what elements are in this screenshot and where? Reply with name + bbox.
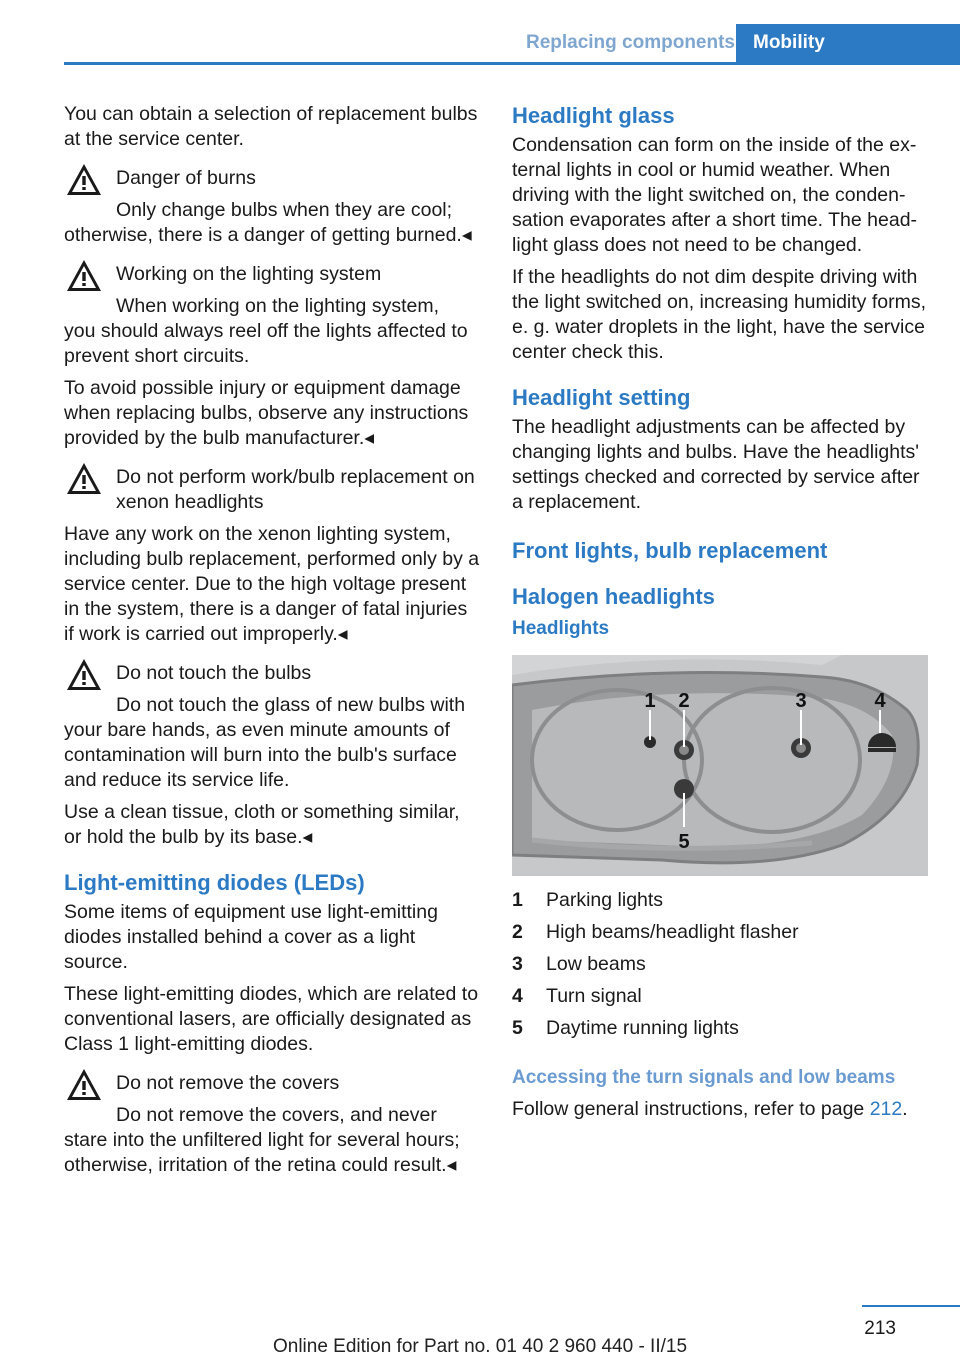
- heading-halogen-headlights: Halogen headlights: [512, 584, 715, 609]
- warning-triangle-icon: [64, 256, 104, 296]
- header-section-title: Replacing components: [525, 32, 735, 53]
- legend-text: Parking lights: [546, 889, 664, 911]
- legend-number: 3: [512, 953, 523, 975]
- warning-touch-bulbs: [64, 661, 480, 850]
- legend-number: 4: [512, 985, 523, 1007]
- legend-list: [512, 888, 928, 1048]
- warning-text: your bare hands, as even minute amounts of contamination will burn into the bulb's surface and reduce its service life.: [64, 719, 457, 791]
- warning-line: Do not remove the covers, and never: [116, 1104, 437, 1126]
- warning-text: otherwise, there is a danger of getting burned.◂: [64, 224, 472, 246]
- heading-front-lights: Front lights, bulb replacement: [512, 538, 828, 563]
- legend-text: Daytime running lights: [546, 1017, 739, 1039]
- page-header: [64, 24, 960, 65]
- heading-leds: Light-emitting diodes (LEDs): [64, 870, 365, 895]
- list-item: [512, 952, 928, 984]
- footer-divider: [862, 1305, 960, 1307]
- warning-title: Do not touch the bulbs: [116, 662, 312, 684]
- headlight-diagram: [512, 655, 928, 876]
- header-chapter-tab: Mobility: [736, 24, 960, 62]
- list-item: [512, 888, 928, 920]
- warning-triangle-icon: [64, 459, 104, 499]
- glass-paragraph-2: If the headlights do not dim despite driving with the light switched on, increasing humidity forms, e. g. water droplets in the light, have the service center check this.: [512, 266, 927, 363]
- figure-label-2: 2: [678, 690, 690, 712]
- warning-lighting-system: [64, 262, 480, 451]
- footer-edition: Online Edition for Part no. 01 40 2 960 440 - II/15: [272, 1336, 688, 1357]
- right-column: [512, 102, 928, 1129]
- legend-number: 5: [512, 1017, 523, 1039]
- warning-text: Have any work on the xenon lighting system, including bulb replacement, performed only by a service center. Due to the high voltage present in the system, there is a danger of fatal injuries if work is carried out improperly.◂: [64, 523, 480, 645]
- warning-title: Danger of burns: [116, 167, 256, 189]
- heading-accessing: Accessing the turn signals and low beams: [512, 1067, 896, 1088]
- access-paragraph: [512, 1097, 928, 1122]
- warning-extra: Use a clean tissue, cloth or something similar, or hold the bulb by its base.◂: [64, 801, 460, 848]
- warning-triangle-icon: [64, 655, 104, 695]
- intro-paragraph: You can obtain a selection of replacement bulbs at the service center.: [64, 103, 478, 150]
- warning-triangle-icon: [64, 160, 104, 200]
- list-item: [512, 1016, 928, 1048]
- heading-headlights: Headlights: [512, 618, 610, 639]
- list-item: [512, 984, 928, 1016]
- warning-xenon: [64, 465, 480, 647]
- warning-line: Do not touch the glass of new bulbs with: [116, 694, 466, 716]
- access-text: Follow general instructions, refer to page: [512, 1098, 870, 1120]
- legend-text: High beams/headlight flasher: [546, 921, 799, 943]
- legend-number: 2: [512, 921, 523, 943]
- warning-extra: To avoid possible injury or equipment damage when replacing bulbs, observe any instructions provided by the bulb manufacturer.◂: [64, 377, 469, 449]
- figure-label-4: 4: [874, 690, 886, 712]
- glass-paragraph-1: Condensation can form on the inside of the external lights in cool or humid weather. When driving with the light switched on, the condensation evaporates after a short time. The headlight glass does not need to be changed.: [512, 134, 918, 256]
- warning-line: Only change bulbs when they are cool;: [116, 199, 453, 221]
- warning-text: stare into the unfiltered light for several hours; otherwise, irritation of the retina could result.◂: [64, 1129, 460, 1176]
- access-period: .: [902, 1098, 908, 1120]
- warning-title: Working on the lighting system: [116, 263, 382, 285]
- warning-triangle-icon: [64, 1065, 104, 1105]
- page-number: 213: [864, 1318, 896, 1339]
- figure-label-5: 5: [678, 831, 690, 853]
- warning-title: Do not remove the covers: [116, 1072, 340, 1094]
- heading-headlight-glass: Headlight glass: [512, 103, 675, 128]
- led-paragraph-2: These light-emitting diodes, which are related to conventional lasers, are officially designated as Class 1 light-emitting diodes.: [64, 983, 479, 1055]
- legend-text: Turn signal: [546, 985, 642, 1007]
- warning-title: Do not perform work/bulb replacement on xenon headlights: [116, 466, 475, 513]
- figure-label-3: 3: [795, 690, 807, 712]
- setting-paragraph: The headlight adjustments can be affected by changing lights and bulbs. Have the headlights' settings checked and corrected by service after a replacement.: [512, 416, 920, 513]
- heading-headlight-setting: Headlight setting: [512, 385, 691, 410]
- warning-line: When working on the lighting system,: [116, 295, 439, 317]
- led-paragraph-1: Some items of equipment use light-emitting diodes installed behind a cover as a light source.: [64, 901, 438, 973]
- figure-label-1: 1: [644, 690, 656, 712]
- warning-covers: [64, 1071, 480, 1178]
- warning-burns: [64, 166, 480, 248]
- warning-text: you should always reel off the lights affected to prevent short circuits.: [64, 320, 468, 367]
- page-reference-link[interactable]: 212: [869, 1098, 903, 1120]
- left-column: [64, 102, 480, 1185]
- legend-number: 1: [512, 889, 523, 911]
- list-item: [512, 920, 928, 952]
- legend-text: Low beams: [546, 953, 646, 975]
